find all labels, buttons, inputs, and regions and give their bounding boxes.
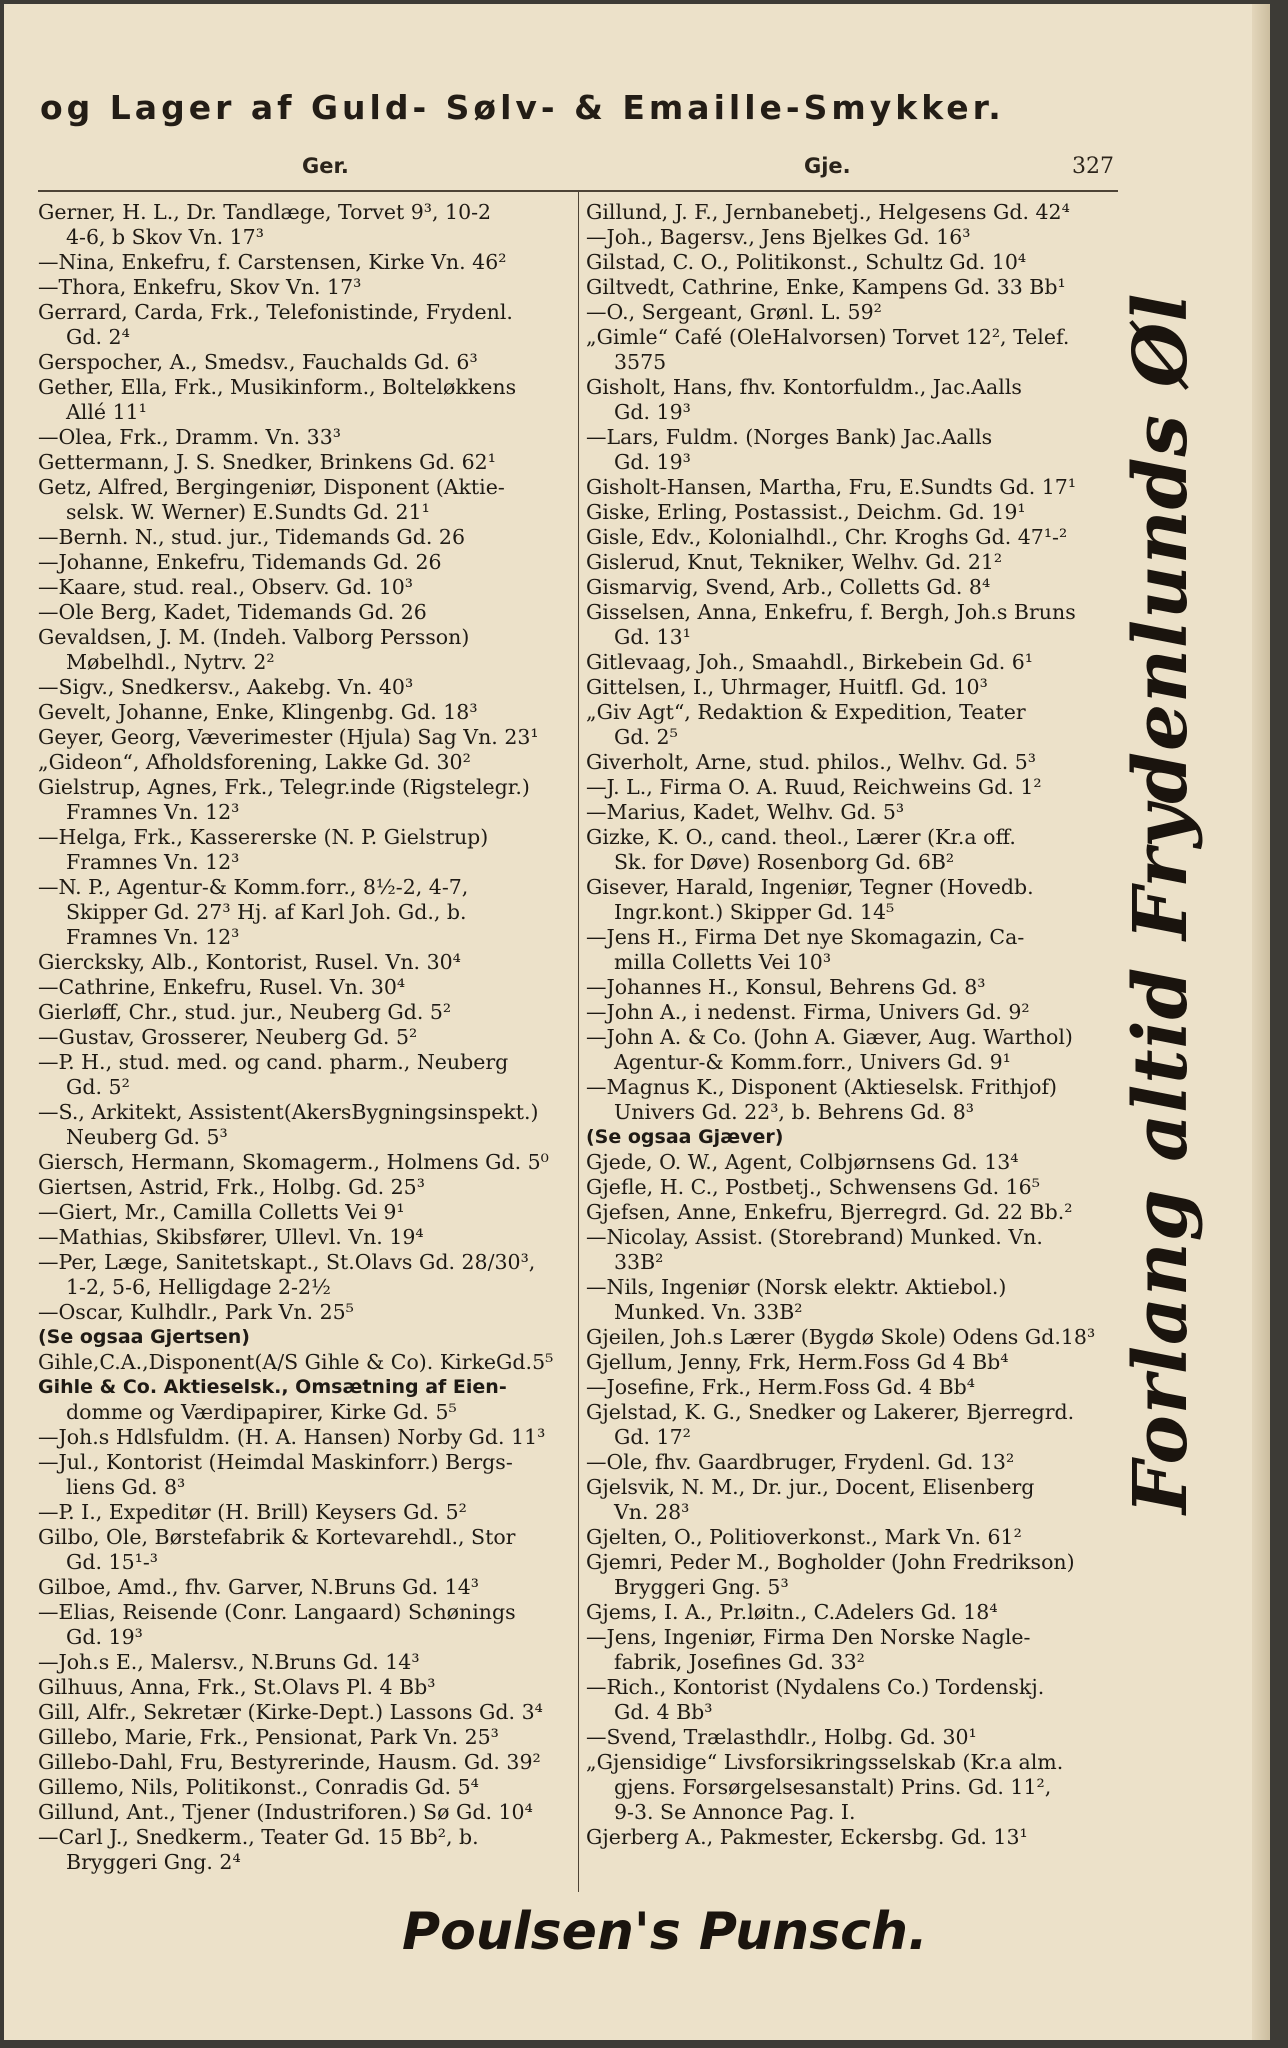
directory-entry-line: Gjeilen, Joh.s Lærer (Bygdø Skole) Odens Gd.18³ [586,1325,1096,1349]
directory-entry-line: Gillebo, Marie, Frk., Pensionat, Park Vn. 25³ [38,1725,499,1749]
directory-entry-line: —Olea, Frk., Dramm. Vn. 33³ [38,425,341,449]
directory-entry-line: Gislerud, Knut, Tekniker, Welhv. Gd. 21² [586,550,1003,574]
directory-entry-line: domme og Værdipapirer, Kirke Gd. 5⁵ [66,1400,457,1424]
directory-entry-line: Gerner, H. L., Dr. Tandlæge, Torvet 9³, 10-2 [38,200,492,224]
directory-entry-line: Gisselsen, Anna, Enkefru, f. Bergh, Joh.s Bruns [586,600,1076,624]
directory-entry-line: Framnes Vn. 12³ [66,850,240,874]
directory-entry-line: Giverholt, Arne, stud. philos., Welhv. Gd. 5³ [586,750,1037,774]
directory-entry-line: Giercksky, Alb., Kontorist, Rusel. Vn. 30⁴ [38,950,461,974]
directory-entry-line: Giltvedt, Cathrine, Enke, Kampens Gd. 33 Bb¹ [586,275,1066,299]
directory-entry-line: —Lars, Fuldm. (Norges Bank) Jac.Aalls [586,425,993,449]
directory-entry-line: Vn. 28³ [614,1500,690,1524]
directory-entry-line: Munked. Vn. 33B² [614,1300,803,1324]
directory-entry-line: liens Gd. 8³ [66,1475,186,1499]
directory-entry-line: „Gjensidige“ Livsforsikringsselskab (Kr.a alm. [586,1750,1064,1774]
directory-entry-line: —Ole, fhv. Gaardbruger, Frydenl. Gd. 13² [586,1450,1015,1474]
directory-entry-line: —Joh.s E., Malersv., N.Bruns Gd. 14³ [38,1650,420,1674]
directory-entry-line: —Nina, Enkefru, f. Carstensen, Kirke Vn. 46² [38,250,507,274]
directory-entry-line: fabrik, Josefines Gd. 33² [614,1650,865,1674]
directory-entry-line: Framnes Vn. 12³ [66,925,240,949]
directory-entry-line: Ingr.kont.) Skipper Gd. 14⁵ [614,900,895,924]
directory-entry-line: Gielstrup, Agnes, Frk., Telegr.inde (Rigstelegr.) [38,775,530,799]
directory-entry-line: —P. H., stud. med. og cand. pharm., Neuberg [38,1050,509,1074]
directory-entry-line: Møbelhdl., Nytrv. 2² [66,650,275,674]
directory-entry-line: Gerspocher, A., Smedsv., Fauchalds Gd. 6³ [38,350,478,374]
directory-entry-line: Sk. for Døve) Rosenborg Gd. 6B² [614,850,955,874]
directory-entry-line: —S., Arkitekt, Assistent(AkersBygningsinspekt.) [38,1100,539,1124]
directory-entry-line: gjens. Forsørgelsesanstalt) Prins. Gd. 11², [614,1775,1052,1799]
directory-entry-line: Gillemo, Nils, Politikonst., Conradis Gd. 5⁴ [38,1775,479,1799]
directory-entry-line: —P. I., Expeditør (H. Brill) Keysers Gd. 5² [38,1500,467,1524]
directory-entry-line: Gierløff, Chr., stud. jur., Neuberg Gd. 5² [38,1000,452,1024]
right-column [586,200,1116,1850]
directory-entry-line: „Giv Agt“, Redaktion & Expedition, Teater [586,700,1026,724]
column-divider [578,192,579,1892]
directory-entry-line: —Johannes H., Konsul, Behrens Gd. 8³ [586,975,986,999]
directory-entry-line: Gjerberg A., Pakmester, Eckersbg. Gd. 13¹ [586,1825,1028,1849]
directory-entry-line: Gjems, I. A., Pr.løitn., C.Adelers Gd. 18⁴ [586,1600,998,1624]
directory-entry-line: Giersch, Hermann, Skomagerm., Holmens Gd. 5⁰ [38,1150,549,1174]
directory-entry-line: Gill, Alfr., Sekretær (Kirke-Dept.) Lassons Gd. 3⁴ [38,1700,543,1724]
directory-entry-line: —Cathrine, Enkefru, Rusel. Vn. 30⁴ [38,975,406,999]
directory-entry-line: —Helga, Frk., Kassererske (N. P. Gielstrup) [38,825,489,849]
directory-entry-line: —J. L., Firma O. A. Ruud, Reichweins Gd. 1² [586,775,1042,799]
directory-entry-line: Allé 11¹ [66,400,147,424]
directory-entry-line: Gd. 17² [614,1425,691,1449]
directory-entry-line: Skipper Gd. 27³ Hj. af Karl Joh. Gd., b. [66,900,467,924]
directory-entry-line: Gd. 19³ [614,450,691,474]
directory-entry-line: Gisle, Edv., Kolonialhdl., Chr. Kroghs Gd. 47¹-² [586,525,1068,549]
directory-entry-line: Geyer, Georg, Væverimester (Hjula) Sag Vn. 23¹ [38,725,539,749]
directory-entry-line: Gillund, Ant., Tjener (Industriforen.) Sø Gd. 10⁴ [38,1800,533,1824]
directory-entry-line: Gjemri, Peder M., Bogholder (John Fredrikson) [586,1550,1075,1574]
page-edge [1252,4,1270,2040]
directory-entry-line: Gether, Ella, Frk., Musikinform., Bolteløkkens [38,375,517,399]
left-column-key: Ger. [302,154,349,178]
directory-entry-line: —John A., i nedenst. Firma, Univers Gd. 9² [586,1000,1030,1024]
left-column [38,200,576,1875]
directory-entry-line: Gisholt-Hansen, Martha, Fru, E.Sundts Gd. 17¹ [586,475,1077,499]
directory-entry-line: Gd. 2⁴ [66,325,130,349]
directory-entry-line: Gjefle, H. C., Postbetj., Schwensens Gd. 16⁵ [586,1175,1040,1199]
directory-entry-line: Gilstad, C. O., Politikonst., Schultz Gd. 10⁴ [586,250,1027,274]
directory-page [4,4,1270,2040]
directory-entry-line: —Marius, Kadet, Welhv. Gd. 5³ [586,800,905,824]
directory-entry-line: Gisholt, Hans, fhv. Kontorfuldm., Jac.Aalls [586,375,1022,399]
directory-entry-line: —Thora, Enkefru, Skov Vn. 17³ [38,275,362,299]
directory-entry-line: Gilhuus, Anna, Frk., St.Olavs Pl. 4 Bb³ [38,1675,436,1699]
directory-entry-line: Neuberg Gd. 5³ [66,1125,228,1149]
directory-entry-line: —Joh.s Hdlsfuldm. (H. A. Hansen) Norby Gd. 11³ [38,1425,546,1449]
directory-entry-line: 33B² [614,1250,664,1274]
directory-entry-line: —Nils, Ingeniør (Norsk elektr. Aktiebol.) [586,1275,1007,1299]
directory-entry-line: —Jens H., Firma Det nye Skomagazin, Ca- [586,925,1025,949]
directory-entry-line: Giske, Erling, Postassist., Deichm. Gd. 19¹ [586,500,1026,524]
directory-entry-line: Giertsen, Astrid, Frk., Holbg. Gd. 25³ [38,1175,425,1199]
directory-entry-line: Gd. 13¹ [614,625,691,649]
directory-entry-line: Gjefsen, Anne, Enkefru, Bjerregrd. Gd. 22 Bb.² [586,1200,1073,1224]
directory-entry-line: Gjede, O. W., Agent, Colbjørnsens Gd. 13⁴ [586,1150,1019,1174]
directory-entry-line: —N. P., Agentur-& Komm.forr., 8½-2, 4-7, [38,875,469,899]
top-banner-ad: og Lager af Guld- Sølv- & Emaille-Smykker. [40,88,1005,127]
directory-entry-line: Gihle,C.A.,Disponent(A/S Gihle & Co). KirkeGd.5⁵ [38,1350,554,1374]
directory-entry-line: 4-6, b Skov Vn. 17³ [66,225,264,249]
directory-entry-line: —Sigv., Snedkersv., Aakebg. Vn. 40³ [38,675,414,699]
directory-entry-line: Gd. 15¹-³ [66,1550,158,1574]
directory-entry-line: —O., Sergeant, Grønl. L. 59² [586,300,882,324]
directory-entry-line: Gizke, K. O., cand. theol., Lærer (Kr.a off. [586,825,1016,849]
directory-entry-line: —Nicolay, Assist. (Storebrand) Munked. Vn. [586,1225,1043,1249]
directory-entry-line: Gd. 2⁵ [614,725,678,749]
directory-entry-line: selsk. W. Werner) E.Sundts Gd. 21¹ [66,500,430,524]
directory-entry-line: (Se ogsaa Gjæver) [586,1126,784,1148]
directory-entry-line: —Rich., Kontorist (Nydalens Co.) Tordenskj. [586,1675,1045,1699]
directory-entry-line: Gihle & Co. Aktieselsk., Omsætning af Eien- [38,1376,507,1398]
directory-entry-line: Gerrard, Carda, Frk., Telefonistinde, Frydenl. [38,300,513,324]
directory-entry-line: Univers Gd. 22³, b. Behrens Gd. 8³ [614,1100,974,1124]
directory-entry-line: —Svend, Trælasthdlr., Holbg. Gd. 30¹ [586,1725,977,1749]
right-column-key: Gje. [804,154,851,178]
directory-entry-line: Gjelten, O., Politioverkonst., Mark Vn. 61² [586,1525,1022,1549]
directory-entry-line: Gittelsen, I., Uhrmager, Huitfl. Gd. 10³ [586,675,988,699]
directory-entry-line: Gevaldsen, J. M. (Indeh. Valborg Persson) [38,625,470,649]
directory-entry-line: —Mathias, Skibsfører, Ullevl. Vn. 19⁴ [38,1225,424,1249]
directory-entry-line: Gevelt, Johanne, Enke, Klingenbg. Gd. 18³ [38,700,478,724]
directory-entry-line: Gettermann, J. S. Snedker, Brinkens Gd. 62¹ [38,450,496,474]
directory-entry-line: —Carl J., Snedkerm., Teater Gd. 15 Bb², b. [38,1825,479,1849]
directory-entry-line: Framnes Vn. 12³ [66,800,240,824]
directory-entry-line: —John A. & Co. (John A. Giæver, Aug. Warthol) [586,1025,1073,1049]
directory-entry-line: Gitlevaag, Joh., Smaahdl., Birkebein Gd. 6¹ [586,650,1034,674]
directory-entry-line: —Elias, Reisende (Conr. Langaard) Schønings [38,1600,516,1624]
directory-entry-line: milla Colletts Vei 10³ [614,950,832,974]
directory-entry-line: „Gideon“, Afholdsforening, Lakke Gd. 30² [38,750,471,774]
directory-entry-line: Gjellum, Jenny, Frk, Herm.Foss Gd 4 Bb⁴ [586,1350,1009,1374]
directory-entry-line: Gd. 19³ [614,400,691,424]
directory-entry-line: —Magnus K., Disponent (Aktieselsk. Frithjof) [586,1075,1058,1099]
directory-entry-line: —Per, Læge, Sanitetskapt., St.Olavs Gd. 28/30³, [38,1250,536,1274]
directory-entry-line: Gisever, Harald, Ingeniør, Tegner (Hovedb. [586,875,1034,899]
directory-entry-line: Bryggeri Gng. 5³ [614,1575,789,1599]
directory-entry-line: —Gustav, Grosserer, Neuberg Gd. 5² [38,1025,418,1049]
side-advertisement: Forlang altid Frydenlunds Øl [1118,292,1204,1514]
directory-entry-line: 1-2, 5-6, Helligdage 2-2½ [66,1275,331,1299]
directory-entry-line: Gd. 19³ [66,1625,143,1649]
directory-entry-line: Gilbo, Ole, Børstefabrik & Kortevarehdl., Stor [38,1525,516,1549]
directory-entry-line: —Johanne, Enkefru, Tidemands Gd. 26 [38,550,442,574]
directory-entry-line: „Gimle“ Café (OleHalvorsen) Torvet 12², Telef. [586,325,1070,349]
directory-entry-line: —Bernh. N., stud. jur., Tidemands Gd. 26 [38,525,466,549]
directory-entry-line: Gd. 4 Bb³ [614,1700,713,1724]
directory-entry-line: —Josefine, Frk., Herm.Foss Gd. 4 Bb⁴ [586,1375,976,1399]
directory-entry-line: Gilboe, Amd., fhv. Garver, N.Bruns Gd. 14³ [38,1575,479,1599]
directory-entry-line: Gjelsvik, N. M., Dr. jur., Docent, Elisenberg [586,1475,1035,1499]
directory-entry-line: —Oscar, Kulhdlr., Park Vn. 25⁵ [38,1300,354,1324]
directory-entry-line: —Kaare, stud. real., Observ. Gd. 10³ [38,575,413,599]
directory-entry-line: —Giert, Mr., Camilla Colletts Vei 9¹ [38,1200,405,1224]
directory-entry-line: Gd. 5² [66,1075,130,1099]
directory-entry-line: 3575 [614,350,667,374]
directory-entry-line: Agentur-& Komm.forr., Univers Gd. 9¹ [614,1050,1011,1074]
page-number: 327 [1072,154,1114,179]
directory-entry-line: Gillund, J. F., Jernbanebetj., Helgesens Gd. 42⁴ [586,200,1070,224]
directory-entry-line: (Se ogsaa Gjertsen) [38,1326,250,1348]
directory-entry-line: Gjelstad, K. G., Snedker og Lakerer, Bjerregrd. [586,1400,1075,1424]
directory-entry-line: Getz, Alfred, Bergingeniør, Disponent (Aktie- [38,475,505,499]
directory-entry-line: Gismarvig, Svend, Arb., Colletts Gd. 8⁴ [586,575,991,599]
directory-entry-line: —Jens, Ingeniør, Firma Den Norske Nagle- [586,1625,1031,1649]
directory-entry-line: Bryggeri Gng. 2⁴ [66,1850,241,1874]
bottom-advertisement: Poulsen's Punsch. [402,1902,928,1962]
directory-entry-line: —Jul., Kontorist (Heimdal Maskinforr.) Bergs- [38,1450,513,1474]
directory-entry-line: —Ole Berg, Kadet, Tidemands Gd. 26 [38,600,427,624]
directory-entry-line: —Joh., Bagersv., Jens Bjelkes Gd. 16³ [586,225,971,249]
directory-entry-line: Gillebo-Dahl, Fru, Bestyrerinde, Hausm. Gd. 39² [38,1750,541,1774]
directory-entry-line: 9-3. Se Annonce Pag. I. [614,1800,856,1824]
